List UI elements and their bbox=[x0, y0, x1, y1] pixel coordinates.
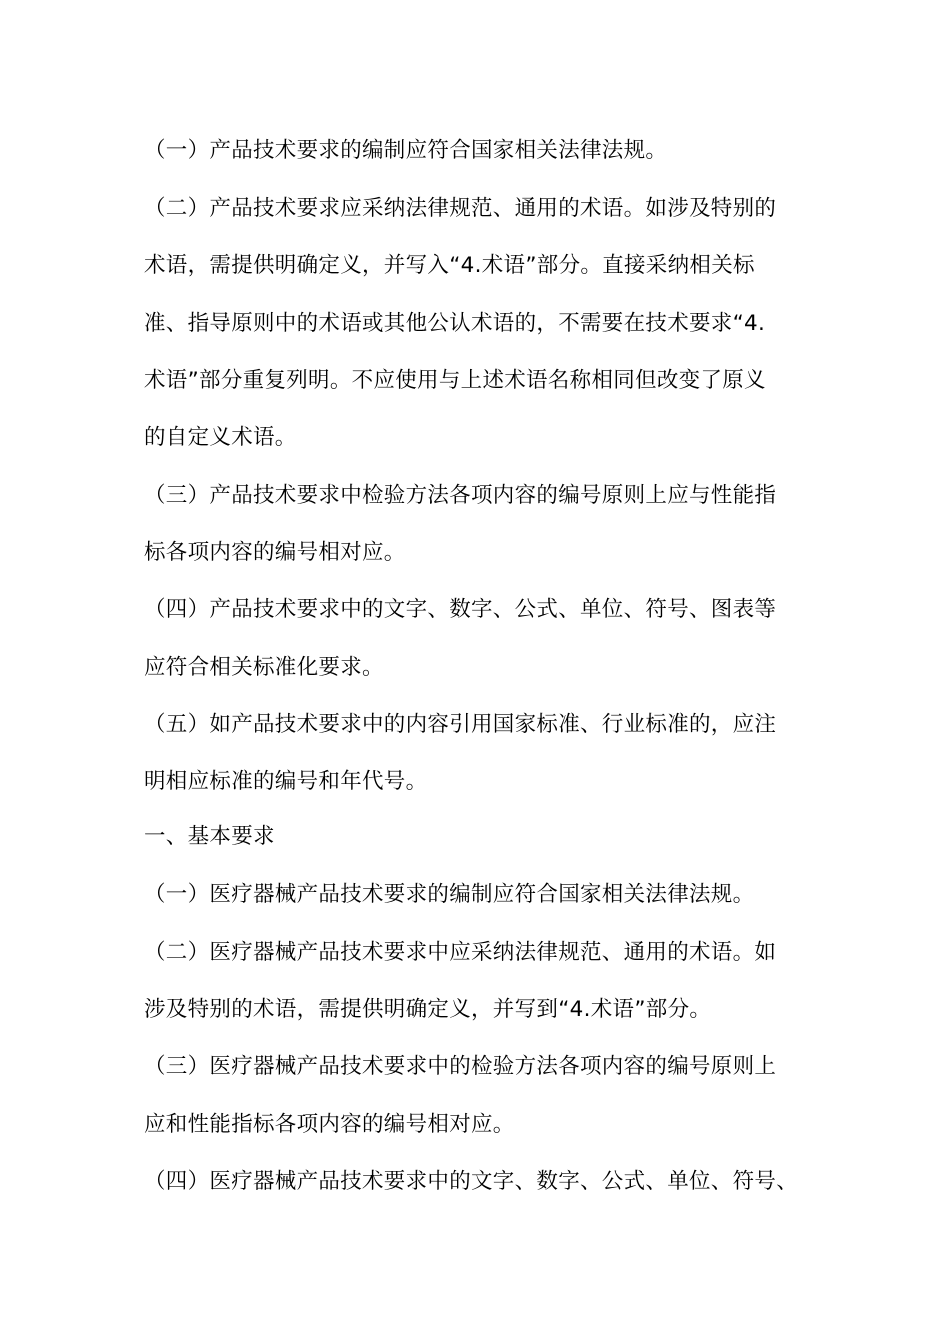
text-line: （二）产品技术要求应采纳法律规范、通用的术语。如涉及特别的 bbox=[144, 196, 777, 221]
text-line: 准、指导原则中的术语或其他公认术语的，不需要在技术要求“4. bbox=[144, 311, 766, 336]
text-line: 涉及特别的术语，需提供明确定义，并写到“4.术语”部分。 bbox=[144, 997, 712, 1022]
text-line: （二）医疗器械产品技术要求中应采纳法律规范、通用的术语。如 bbox=[144, 940, 777, 965]
text-line: （四）医疗器械产品技术要求中的文字、数字、公式、单位、符号、 bbox=[144, 1169, 799, 1194]
text-line: （五）如产品技术要求中的内容引用国家标准、行业标准的，应注 bbox=[144, 712, 777, 737]
text-line: 标各项内容的编号相对应。 bbox=[144, 540, 406, 565]
text-line: 应和性能指标各项内容的编号相对应。 bbox=[144, 1112, 515, 1137]
text-line: 术语”部分重复列明。不应使用与上述术语名称相同但改变了原义 bbox=[144, 368, 766, 393]
text-line: （四）产品技术要求中的文字、数字、公式、单位、符号、图表等 bbox=[144, 597, 777, 622]
text-line: （三）产品技术要求中检验方法各项内容的编号原则上应与性能指 bbox=[144, 483, 777, 508]
text-line: 明相应标准的编号和年代号。 bbox=[144, 769, 428, 794]
text-line: 术语，需提供明确定义，并写入“4.术语”部分。直接采纳相关标 bbox=[144, 253, 755, 278]
text-line: （一）产品技术要求的编制应符合国家相关法律法规。 bbox=[144, 138, 668, 163]
text-line: 应符合相关标准化要求。 bbox=[144, 655, 384, 680]
text-line: 的自定义术语。 bbox=[144, 425, 297, 450]
text-line: （一）医疗器械产品技术要求的编制应符合国家相关法律法规。 bbox=[144, 882, 755, 907]
section-heading: 一、基本要求 bbox=[144, 824, 275, 849]
text-line: （三）医疗器械产品技术要求中的检验方法各项内容的编号原则上 bbox=[144, 1054, 777, 1079]
